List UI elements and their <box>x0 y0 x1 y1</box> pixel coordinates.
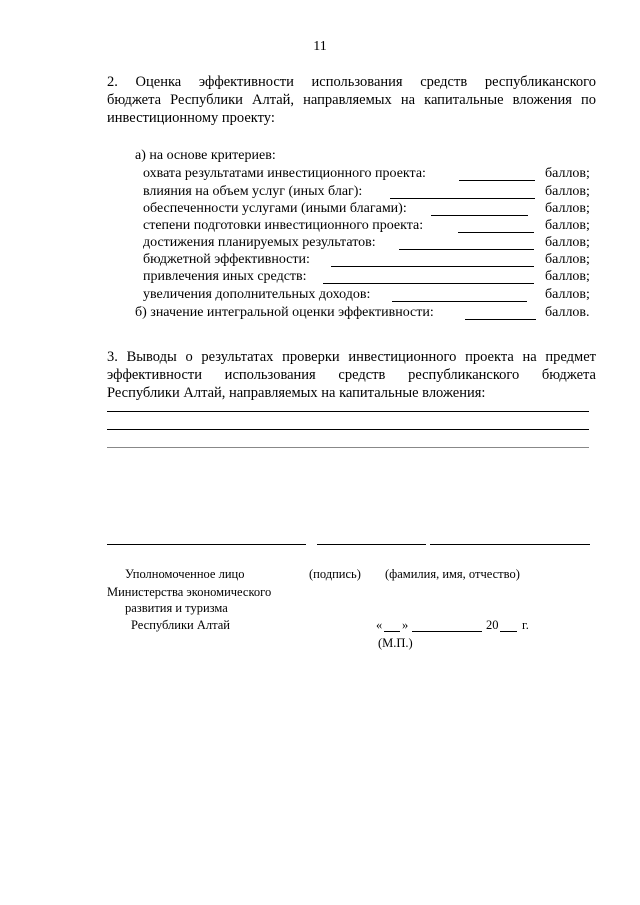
conclusion-line-2[interactable] <box>107 429 589 430</box>
section-3-line-3: Республики Алтай, направляемых на капитальные вложения: <box>107 385 486 401</box>
criterion-unit: баллов; <box>545 184 590 199</box>
organization-line-3: Республики Алтай <box>131 618 230 632</box>
authorized-person-blank[interactable] <box>107 544 306 545</box>
criterion-label: обеспеченности услугами (иными благами): <box>143 201 407 216</box>
year-prefix: 20 <box>486 618 499 632</box>
criterion-unit: баллов; <box>545 287 590 302</box>
criterion-unit: баллов; <box>545 235 590 250</box>
criterion-row-6 <box>143 252 598 270</box>
seal-caption: (М.П.) <box>378 636 413 650</box>
integral-score-row <box>135 305 598 323</box>
organization-line-2: развития и туризма <box>125 601 228 615</box>
section-2-line-1: 2. Оценка эффективности использования средств республиканского <box>107 74 596 90</box>
section-3-line-1: 3. Выводы о результатах проверки инвестиционного проекта на предмет <box>107 349 596 365</box>
criterion-label: бюджетной эффективности: <box>143 252 310 267</box>
criterion-unit: баллов; <box>545 252 590 267</box>
criterion-row-5 <box>143 235 598 253</box>
full-name-caption: (фамилия, имя, отчество) <box>385 567 520 581</box>
criterion-unit: баллов; <box>545 269 590 284</box>
date-line <box>376 618 536 636</box>
signature-blank[interactable] <box>317 544 426 545</box>
criterion-unit: баллов; <box>545 201 590 216</box>
section-3-line-2: эффективности использования средств республиканского бюджета <box>107 367 596 383</box>
month-blank[interactable] <box>412 631 482 632</box>
year-blank[interactable] <box>500 631 517 632</box>
criterion-unit: баллов; <box>545 166 590 181</box>
criterion-row-8 <box>143 287 598 305</box>
criterion-score-blank[interactable] <box>431 215 528 216</box>
criterion-label: охвата результатами инвестиционного проекта: <box>143 166 426 181</box>
integral-score-label: б) значение интегральной оценки эффективности: <box>135 305 434 320</box>
criterion-label: достижения планируемых результатов: <box>143 235 376 250</box>
integral-score-unit: баллов. <box>545 305 590 320</box>
full-name-blank[interactable] <box>430 544 590 545</box>
section-2-text <box>107 73 596 127</box>
conclusion-line-1[interactable] <box>107 411 589 412</box>
day-blank[interactable] <box>384 631 400 632</box>
section-2-line-2: бюджета Республики Алтай, направляемых на капитальные вложения по <box>107 92 596 108</box>
section-3-text <box>107 348 596 402</box>
criterion-label: увеличения дополнительных доходов: <box>143 287 371 302</box>
signature-caption: (подпись) <box>309 567 361 581</box>
criterion-score-blank[interactable] <box>323 283 534 284</box>
authorized-person-caption: Уполномоченное лицо <box>125 567 245 581</box>
date-close-quote: » <box>402 618 409 632</box>
year-suffix: г. <box>522 618 529 632</box>
date-open-quote: « <box>376 618 383 632</box>
criterion-label: степени подготовки инвестиционного проекта: <box>143 218 424 233</box>
integral-score-blank[interactable] <box>465 319 536 320</box>
criterion-score-blank[interactable] <box>390 198 535 199</box>
criterion-label: привлечения иных средств: <box>143 269 307 284</box>
conclusion-line-3[interactable] <box>107 447 589 448</box>
criterion-label: влияния на объем услуг (иных благ): <box>143 184 363 199</box>
criterion-score-blank[interactable] <box>331 266 534 267</box>
criterion-row-7 <box>143 269 598 287</box>
criteria-heading: а) на основе критериев: <box>135 148 276 163</box>
criterion-unit: баллов; <box>545 218 590 233</box>
criterion-row-4 <box>143 218 598 236</box>
page-number: 11 <box>313 39 327 54</box>
criterion-row-3 <box>143 201 598 219</box>
criterion-row-2 <box>143 184 598 202</box>
criterion-score-blank[interactable] <box>459 180 535 181</box>
section-2-line-3: инвестиционному проекту: <box>107 110 275 126</box>
criterion-score-blank[interactable] <box>392 301 527 302</box>
criterion-row-1 <box>143 166 598 184</box>
organization-line-1: Министерства экономического <box>107 585 272 599</box>
criterion-score-blank[interactable] <box>399 249 534 250</box>
criterion-score-blank[interactable] <box>458 232 534 233</box>
